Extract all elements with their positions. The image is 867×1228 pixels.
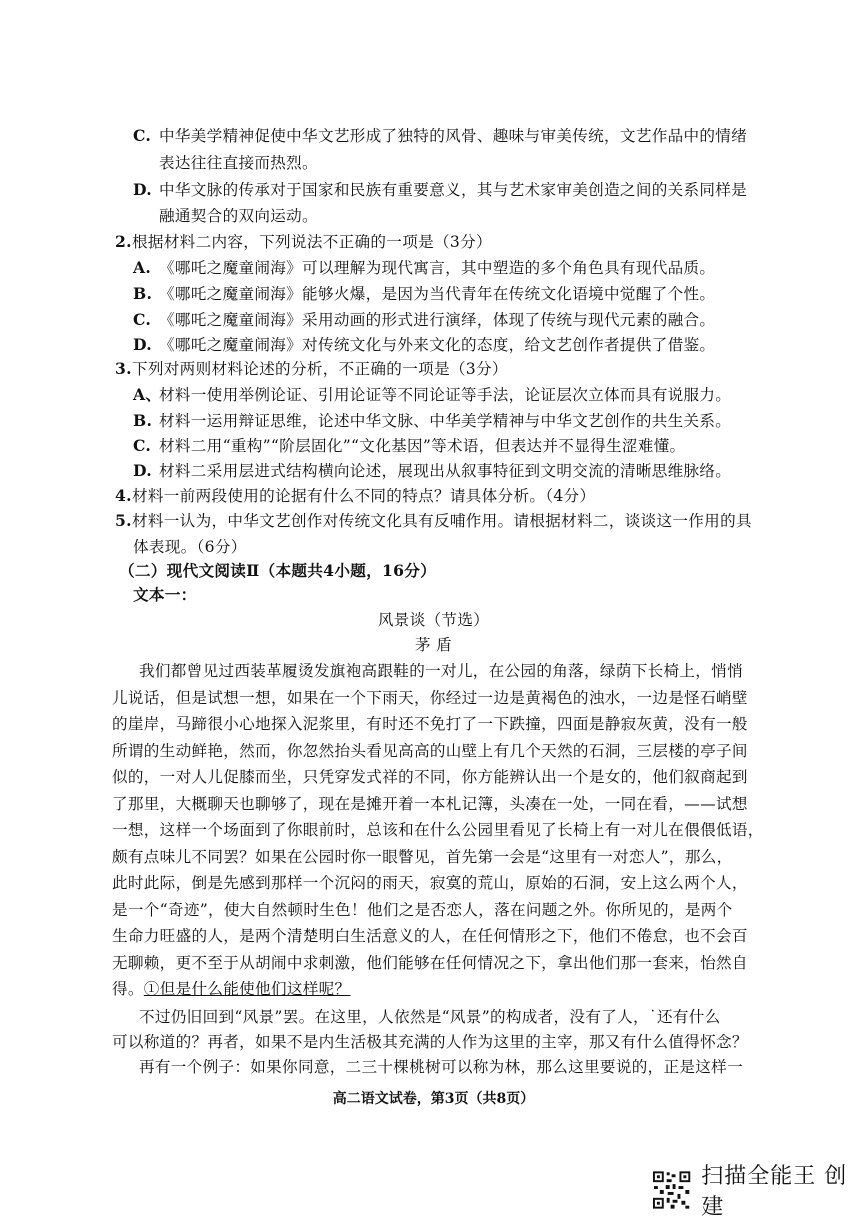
passage-line: 的崖岸，马蹄很小心地探入泥浆里，有时还不免打了一下跌撞，四面是静寂灰黄，没有一般 [112,715,748,733]
watermark-text: 扫描全能王 创建 [701,1164,848,1220]
question-5-line1: 5.材料一认为，中华文艺创作对传统文化具有反哺作用。请根据材料二，谈谈这一作用的具 [115,511,752,530]
scanner-watermark [652,1164,867,1220]
passage-author: 茅 盾 [414,636,453,654]
passage-line: 不过仍旧回到“风景”罢。在这里，人依然是“风景”的构成者，没有了人，˙还有什么 [139,1008,721,1026]
q1-option-c-line1: C. 中华美学精神促使中华文艺形成了独特的风骨、趣味与审美传统，文艺作品中的情绪 [133,126,748,145]
question-3-stem: 3.下列对两则材料论述的分析，不正确的一项是（3分） [115,359,508,378]
q3-option-b: B. 材料一运用辩证思维，论述中华文脉、中华美学精神与中华文艺创作的共生关系。 [133,411,732,430]
passage-line: 了那里，大概聊天也聊够了，现在是摊开着一本札记簿，头凑在一处，一同在看，——试想 [112,795,748,813]
passage-line: 所谓的生动鲜艳，然而，你忽然抬头看见高高的山壁上有几个天然的石洞，三层楼的亭子间 [112,742,748,760]
q2-option-c: C. 《哪吒之魔童闹海》采用动画的形式进行演绎，体现了传统与现代元素的融合。 [133,310,716,329]
passage-line: 生命力旺盛的人，是两个清楚明白生活意义的人，在任何情形之下，他们不倦怠，也不会百 [112,927,748,945]
q3-option-d: D. 材料二采用层进式结构横向论述，展现出从叙事特征到文明交流的清晰思维脉络。 [133,461,732,480]
q1-option-c-line2: 表达往往直接而热烈。 [159,154,318,172]
passage-line: 儿说话，但是试想一想，如果在一个下雨天，你经过一边是黄褐色的浊水，一边是怪石峭壁 [112,689,748,707]
passage-line: 无聊赖，更不至于从胡闹中求刺激，他们能够在任何情况之下，拿出他们那一套来，怡然自 [112,954,748,972]
question-2-stem: 2.根据材料二内容，下列说法不正确的一项是（3分） [115,232,492,251]
q1-option-d-line2: 融通契合的双向运动。 [159,207,318,225]
q2-option-a: A. 《哪吒之魔童闹海》可以理解为现代寓言，其中塑造的多个角色具有现代品质。 [133,258,716,277]
q2-option-b: B. 《哪吒之魔童闹海》能够火爆，是因为当代青年在传统文化语境中觉醒了个性。 [133,284,716,303]
question-4: 4.材料一前两段使用的论据有什么不同的特点？请具体分析。（4分） [115,486,596,505]
passage-line: 我们都曾见过西装革履烫发旗袍高跟鞋的一对儿，在公园的角落，绿荫下长椅上，悄悄 [139,662,743,680]
passage-line: 是一个“奇迹”，使大自然顿时生色！他们之是否恋人，落在问题之外。你所见的，是两个 [112,901,733,919]
passage-line: 一想，这样一个场面到了你眼前时，总该和在什么公园里看见了长椅上有一对儿在偎偎低语， [112,821,764,839]
q3-option-c: C. 材料二用“重构”“阶层固化”“文化基因”等术语，但表达并不显得生涩难懂。 [133,436,686,455]
passage-line: 再有一个例子：如果你同意，二三十棵桃树可以称为林，那么这里要说的，正是这样一 [139,1058,743,1076]
passage-line: 可以称道的？再者，如果不是内生活极其充满的人作为这里的主宰，那又有什么值得怀念？ [112,1033,748,1051]
text-one-label: 文本一： [133,585,197,604]
passage-line: 得。①但是什么能使他们这样呢？ [112,980,351,998]
passage-line: 颇有点味儿不同罢？如果在公园时你一眼瞥见，首先第一会是“这里有一对恋人”，那么， [112,848,733,866]
passage-title: 风景谈（节选） [377,611,490,629]
q3-option-a: A、材料一使用举例论证、引用论证等不同论证等手法，论证层次立体而具有说服力。 [133,385,732,404]
passage-line: 此时此际，倒是先感到那样一个沉闷的雨天，寂寞的荒山，原始的石洞，安上这么两个人， [112,874,748,892]
question-5-line2: 体表现。（6分） [133,538,247,556]
q2-option-d: D. 《哪吒之魔童闹海》对传统文化与外来文化的态度，给文艺创作者提供了借鉴。 [133,335,716,354]
qr-code-icon [652,1170,691,1210]
passage-line: 似的，一对人儿促膝而坐，只凭穿发式祥的不同，你方能辨认出一个是女的，他们叙商起到 [112,768,748,786]
q1-option-d-line1: D. 中华文脉的传承对于国家和民族有重要意义，其与艺术家审美创造之间的关系同样是 [133,180,748,199]
section-heading-reading-2: （二）现代文阅读Ⅱ（本题共4小题，16分） [119,561,437,580]
page-footer: 高二语文试卷，第3页（共8页） [332,1091,535,1107]
question-marker-1: ①但是什么能使他们这样呢？ [143,980,351,998]
